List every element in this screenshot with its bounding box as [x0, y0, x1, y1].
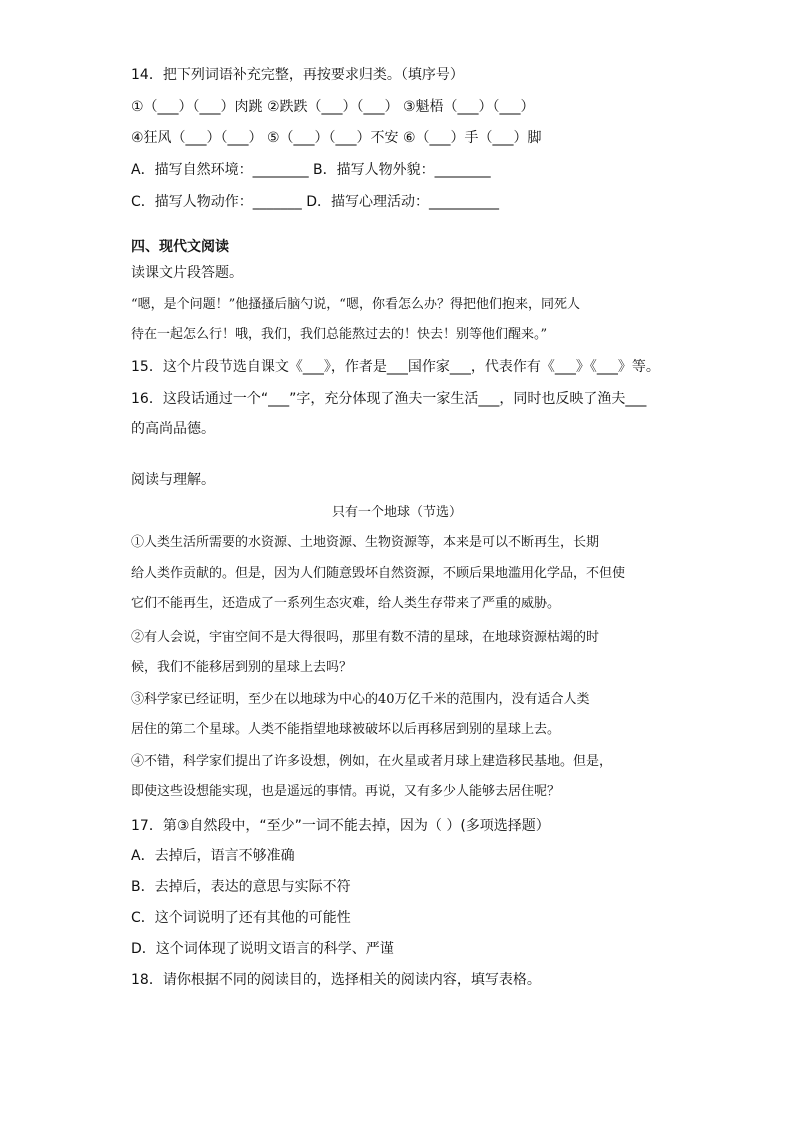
question-18: 18．请你根据不同的阅读目的，选择相关的阅读内容，填写表格。 [131, 972, 541, 988]
reading-intro: 阅读与理解。 [131, 472, 215, 488]
q17-option-c: C．这个词说明了还有其他的可能性 [131, 910, 351, 926]
paragraph-line: 给人类作贡献的。但是，因为人们随意毁坏自然资源，不顾后果地滥用化学品，不但使 [131, 566, 626, 581]
q14-row-2: ④狂风（___）（___） ⑤（___）（___）不安 ⑥（___）手（___）脚 [131, 130, 542, 146]
q17-option-b: B．去掉后，表达的意思与实际不符 [131, 879, 351, 895]
question-15: 15．这个片段节选自课文《___》，作者是___国作家___，代表作有《___》《___》等。 [131, 359, 660, 375]
paragraph-line: 即使这些设想能实现，也是遥远的事情。再说，又有多少人能够去居住呢？ [131, 784, 561, 799]
passage-line: 待在一起怎么行！哦，我们，我们总能熬过去的！快去！别等他们醒来。” [131, 327, 548, 342]
q14-stem: 14．把下列词语补充完整，再按要求归类。（填序号） [131, 67, 464, 83]
section-intro: 读课文片段答题。 [131, 265, 243, 281]
q17-option-d: D．这个词体现了说明文语言的科学、严谨 [131, 941, 394, 957]
paragraph-line: 居住的第二个星球。人类不能指望地球被破坏以后再移居到别的星球上去。 [131, 722, 561, 737]
q14-options-c-d: C．描写人物动作：_______ D．描写心理活动：__________ [131, 194, 500, 210]
paragraph-line: 候，我们不能移居到别的星球上去吗？ [131, 660, 353, 675]
question-16-line-2: 的高尚品德。 [131, 421, 215, 437]
passage-line: “嗯，是个问题！”他搔搔后脑勺说，“嗯，你看怎么办？得把他们抱来，同死人 [131, 297, 580, 312]
paragraph-line: ②有人会说，宇宙空间不是大得很吗，那里有数不清的星球，在地球资源枯竭的时 [131, 630, 600, 645]
paragraph-line: ①人类生活所需要的水资源、土地资源、生物资源等，本来是可以不断再生，长期 [131, 535, 600, 550]
q14-row-1: ①（___）（___）肉跳 ②跌跌（___）（___） ③魁梧（___）（___） [131, 99, 535, 115]
question-17: 17．第③自然段中，“至少”一词不能去掉，因为（ ）(多项选择题） [131, 818, 550, 834]
q17-option-a: A．去掉后，语言不够准确 [131, 848, 295, 864]
question-16-line-1: 16．这段话通过一个“___”字，充分体现了渔夫一家生活___，同时也反映了渔夫___ [131, 391, 647, 407]
paragraph-line: 它们不能再生，还造成了一系列生态灾难，给人类生存带来了严重的威胁。 [131, 596, 561, 611]
section-heading: 四、现代文阅读 [131, 239, 229, 255]
reading-title: 只有一个地球（节选） [331, 505, 462, 520]
q14-options-a-b: A．描写自然环境：________ B．描写人物外貌：________ [131, 162, 491, 178]
paragraph-line: ④不错，科学家们提出了许多设想，例如，在火星或者月球上建造移民基地。但是， [131, 754, 613, 769]
paragraph-line: ③科学家已经证明，至少在以地球为中心的40万亿千米的范围内，没有适合人类 [131, 692, 590, 707]
